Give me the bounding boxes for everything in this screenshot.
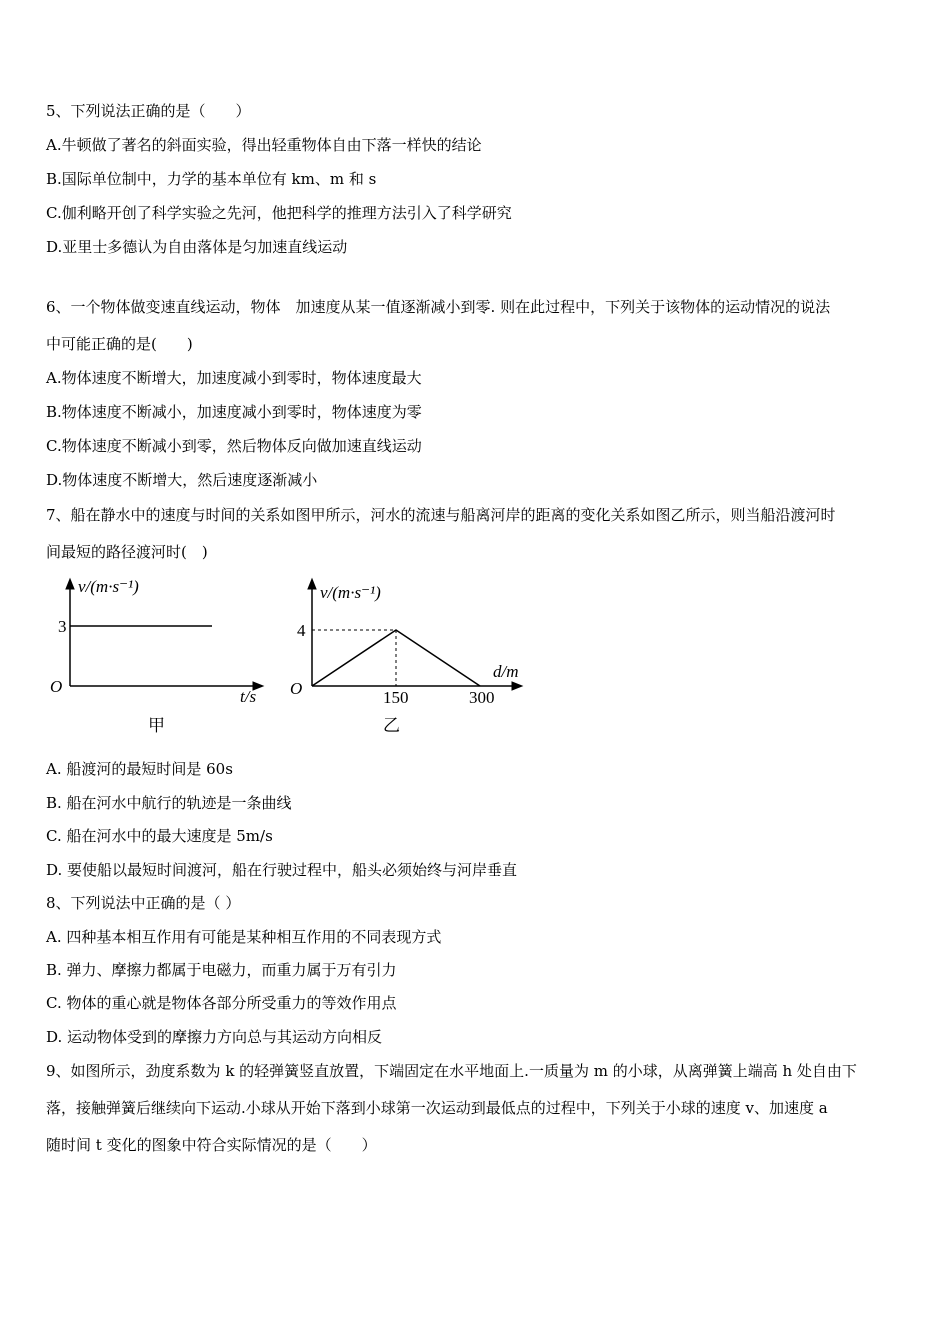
q7-option-c: C. 船在河水中的最大速度是 5m/s (46, 827, 273, 845)
graph-yi-xlabel: d/m (493, 662, 519, 681)
q6-option-a: A.物体速度不断增大，加速度减小到零时，物体速度最大 (46, 369, 422, 387)
q8-option-a: A. 四种基本相互作用有可能是某种相互作用的不同表现方式 (46, 928, 442, 946)
graph-jia-origin-label: O (50, 677, 63, 696)
q9-stem-line3: 随时间 t 变化的图象中符合实际情况的是（ ） (46, 1136, 377, 1154)
q5-option-a: A.牛顿做了著名的斜面实验，得出轻重物体自由下落一样快的结论 (46, 136, 482, 154)
q6-stem-line2: 中可能正确的是( ) (46, 335, 193, 353)
q9-stem-line2: 落，接触弹簧后继续向下运动.小球从开始下落到小球第一次运动到最低点的过程中，下列关于小球的速度 v、加速度 a (46, 1099, 828, 1117)
graph-jia-caption: 甲 (148, 716, 165, 735)
graph-jia-xlabel: t/s (240, 687, 257, 706)
q6-option-c: C.物体速度不断减小到零，然后物体反向做加速直线运动 (46, 437, 422, 455)
graph-jia-ylabel: v/(m·s⁻¹) (78, 577, 139, 596)
q5-option-d: D.亚里士多德认为自由落体是匀加速直线运动 (46, 238, 348, 256)
q7-stem-line1: 7、船在静水中的速度与时间的关系如图甲所示，河水的流速与船离河岸的距离的变化关系如图乙所示，则当船沿渡河时 (46, 506, 836, 524)
q8-stem: 8、下列说法中正确的是（ ） (46, 894, 241, 912)
q8-option-b: B. 弹力、摩擦力都属于电磁力，而重力属于万有引力 (46, 961, 397, 979)
graph-yi-x-tick-label-150: 150 (383, 688, 409, 707)
q5-option-b: B.国际单位制中，力学的基本单位有 km、m 和 s (46, 170, 377, 188)
q6-stem-line1: 6、一个物体做变速直线运动，物体 加速度从某一值逐渐减小到零. 则在此过程中，下列关于该物体的运动情况的说法 (46, 298, 831, 316)
graph-yi-y-tick-label: 4 (297, 621, 306, 640)
graph-yi (285, 570, 535, 740)
q7-option-a: A. 船渡河的最短时间是 60s (46, 760, 233, 778)
q7-option-b: B. 船在河水中航行的轨迹是一条曲线 (46, 794, 292, 812)
q7-option-d: D. 要使船以最短时间渡河，船在行驶过程中，船头必须始终与河岸垂直 (46, 861, 518, 879)
q8-option-d: D. 运动物体受到的摩擦力方向总与其运动方向相反 (46, 1028, 383, 1046)
graph-jia (40, 570, 280, 740)
q6-option-b: B.物体速度不断减小，加速度减小到零时，物体速度为零 (46, 403, 422, 421)
q7-stem-line2: 间最短的路径渡河时( ) (46, 543, 208, 561)
q5-stem: 5、下列说法正确的是（ ） (46, 102, 251, 120)
graph-yi-ylabel: v/(m·s⁻¹) (320, 583, 381, 602)
q8-option-c: C. 物体的重心就是物体各部分所受重力的等效作用点 (46, 994, 397, 1012)
q5-option-c: C.伽利略开创了科学实验之先河，他把科学的推理方法引入了科学研究 (46, 204, 512, 222)
q6-option-d: D.物体速度不断增大，然后速度逐渐减小 (46, 471, 318, 489)
graph-yi-caption: 乙 (383, 716, 400, 735)
q9-stem-line1: 9、如图所示，劲度系数为 k 的轻弹簧竖直放置，下端固定在水平地面上.一质量为 m 的小球，从离弹簧上端高 h 处自由下 (46, 1062, 857, 1080)
graph-jia-y-tick-label: 3 (58, 617, 67, 636)
graph-yi-x-tick-label-300: 300 (469, 688, 495, 707)
graph-yi-origin-label: O (290, 679, 303, 698)
